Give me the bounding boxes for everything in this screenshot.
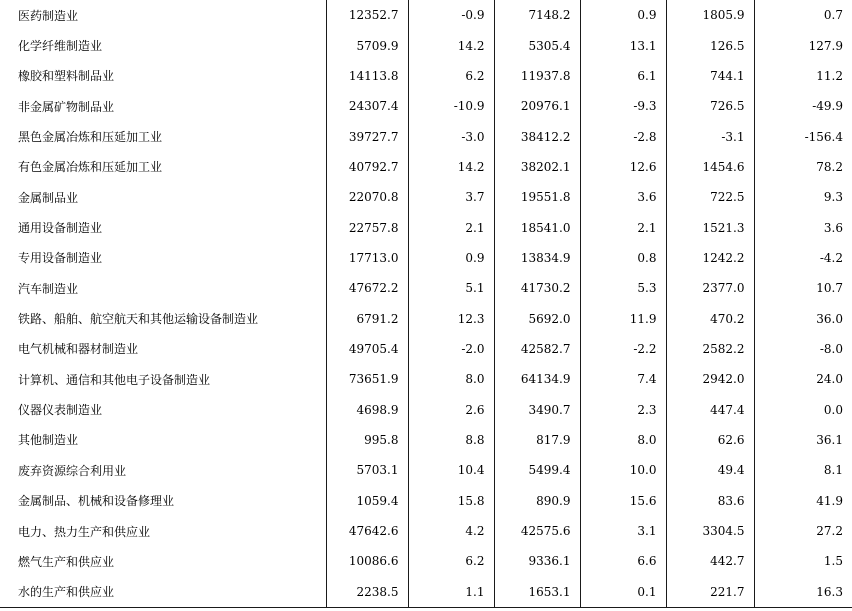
- table-row: [0, 486, 852, 516]
- value-cell-col-6: 3.6: [754, 212, 852, 242]
- value-cell-col-6: 27.2: [754, 516, 852, 546]
- value-cell-col-3: 817.9: [494, 425, 580, 455]
- value-cell-col-2: 14.2: [408, 30, 494, 60]
- industry-name-cell: 橡胶和塑料制品业: [18, 69, 115, 84]
- table-row: [0, 182, 852, 212]
- industry-name-cell: 金属制品、机械和设备修理业: [18, 494, 175, 509]
- value-cell-col-1: 24307.4: [326, 91, 408, 121]
- table-row: [0, 273, 852, 303]
- value-cell-col-5: 1454.6: [666, 152, 754, 182]
- industry-name-cell: 医药制造业: [18, 8, 79, 23]
- value-cell-col-1: 47642.6: [326, 516, 408, 546]
- value-cell-col-6: 9.3: [754, 182, 852, 212]
- table-row: [0, 243, 852, 273]
- value-cell-col-6: 36.1: [754, 425, 852, 455]
- value-cell-col-2: 1.1: [408, 577, 494, 608]
- value-cell-col-5: 1805.9: [666, 0, 754, 30]
- table-row: [0, 212, 852, 242]
- value-cell-col-6: 127.9: [754, 30, 852, 60]
- table-row: [0, 91, 852, 121]
- value-cell-col-2: -0.9: [408, 0, 494, 30]
- value-cell-col-3: 18541.0: [494, 212, 580, 242]
- industry-name-cell: 专用设备制造业: [18, 251, 103, 266]
- value-cell-col-2: -2.0: [408, 334, 494, 364]
- value-cell-col-6: 41.9: [754, 486, 852, 516]
- industry-name-cell: 有色金属冶炼和压延加工业: [18, 160, 163, 175]
- value-cell-col-5: 744.1: [666, 61, 754, 91]
- value-cell-col-2: 2.1: [408, 212, 494, 242]
- value-cell-col-1: 40792.7: [326, 152, 408, 182]
- value-cell-col-6: 10.7: [754, 273, 852, 303]
- value-cell-col-4: -9.3: [580, 91, 666, 121]
- value-cell-col-3: 7148.2: [494, 0, 580, 30]
- industry-name-cell: 铁路、船舶、航空航天和其他运输设备制造业: [18, 312, 259, 327]
- value-cell-col-4: 6.1: [580, 61, 666, 91]
- value-cell-col-5: 3304.5: [666, 516, 754, 546]
- table-row: [0, 455, 852, 485]
- value-cell-col-4: 2.3: [580, 394, 666, 424]
- value-cell-col-2: 10.4: [408, 455, 494, 485]
- value-cell-col-5: -3.1: [666, 121, 754, 151]
- value-cell-col-1: 22757.8: [326, 212, 408, 242]
- table-row: [0, 0, 852, 30]
- value-cell-col-4: 6.6: [580, 546, 666, 576]
- value-cell-col-3: 42575.6: [494, 516, 580, 546]
- industry-name-cell: 废弃资源综合利用业: [18, 463, 127, 478]
- value-cell-col-1: 2238.5: [326, 577, 408, 608]
- value-cell-col-4: 10.0: [580, 455, 666, 485]
- value-cell-col-2: 4.2: [408, 516, 494, 546]
- value-cell-col-2: 8.8: [408, 425, 494, 455]
- value-cell-col-5: 49.4: [666, 455, 754, 485]
- value-cell-col-1: 5709.9: [326, 30, 408, 60]
- value-cell-col-3: 5692.0: [494, 303, 580, 333]
- table-row: [0, 30, 852, 60]
- value-cell-col-2: 6.2: [408, 546, 494, 576]
- value-cell-col-3: 13834.9: [494, 243, 580, 273]
- value-cell-col-1: 14113.8: [326, 61, 408, 91]
- value-cell-col-4: 0.8: [580, 243, 666, 273]
- industry-name-cell: 其他制造业: [18, 433, 79, 448]
- value-cell-col-2: 12.3: [408, 303, 494, 333]
- value-cell-col-5: 221.7: [666, 577, 754, 608]
- industry-name-cell: 燃气生产和供应业: [18, 554, 115, 569]
- value-cell-col-1: 995.8: [326, 425, 408, 455]
- value-cell-col-4: 11.9: [580, 303, 666, 333]
- value-cell-col-4: -2.8: [580, 121, 666, 151]
- value-cell-col-6: -4.2: [754, 243, 852, 273]
- value-cell-col-4: 3.1: [580, 516, 666, 546]
- value-cell-col-5: 2582.2: [666, 334, 754, 364]
- value-cell-col-5: 2377.0: [666, 273, 754, 303]
- table-row: [0, 364, 852, 394]
- value-cell-col-6: 1.5: [754, 546, 852, 576]
- value-cell-col-1: 73651.9: [326, 364, 408, 394]
- value-cell-col-4: 7.4: [580, 364, 666, 394]
- value-cell-col-5: 1521.3: [666, 212, 754, 242]
- industry-name-cell: 电气机械和器材制造业: [18, 342, 139, 357]
- value-cell-col-4: 0.1: [580, 577, 666, 608]
- value-cell-col-2: 0.9: [408, 243, 494, 273]
- value-cell-col-5: 126.5: [666, 30, 754, 60]
- value-cell-col-4: -2.2: [580, 334, 666, 364]
- value-cell-col-3: 41730.2: [494, 273, 580, 303]
- value-cell-col-5: 1242.2: [666, 243, 754, 273]
- table-row: [0, 577, 852, 608]
- value-cell-col-2: -10.9: [408, 91, 494, 121]
- value-cell-col-3: 20976.1: [494, 91, 580, 121]
- value-cell-col-2: 15.8: [408, 486, 494, 516]
- table-row: [0, 334, 852, 364]
- value-cell-col-5: 62.6: [666, 425, 754, 455]
- value-cell-col-3: 3490.7: [494, 394, 580, 424]
- table-row: [0, 394, 852, 424]
- value-cell-col-5: 726.5: [666, 91, 754, 121]
- industry-name-cell: 通用设备制造业: [18, 221, 103, 236]
- table-row: [0, 546, 852, 576]
- value-cell-col-6: 8.1: [754, 455, 852, 485]
- value-cell-col-6: 0.7: [754, 0, 852, 30]
- value-cell-col-5: 470.2: [666, 303, 754, 333]
- value-cell-col-3: 38412.2: [494, 121, 580, 151]
- industry-name-cell: 黑色金属冶炼和压延加工业: [18, 130, 163, 145]
- value-cell-col-1: 49705.4: [326, 334, 408, 364]
- value-cell-col-2: 5.1: [408, 273, 494, 303]
- value-cell-col-6: 36.0: [754, 303, 852, 333]
- value-cell-col-3: 42582.7: [494, 334, 580, 364]
- table-row: [0, 425, 852, 455]
- value-cell-col-4: 0.9: [580, 0, 666, 30]
- industry-name-cell: 金属制品业: [18, 190, 79, 205]
- value-cell-col-4: 12.6: [580, 152, 666, 182]
- industry-name-cell: 化学纤维制造业: [18, 39, 103, 54]
- table-row: [0, 121, 852, 151]
- value-cell-col-2: 6.2: [408, 61, 494, 91]
- value-cell-col-4: 13.1: [580, 30, 666, 60]
- value-cell-col-4: 2.1: [580, 212, 666, 242]
- value-cell-col-5: 2942.0: [666, 364, 754, 394]
- value-cell-col-6: -8.0: [754, 334, 852, 364]
- value-cell-col-6: -156.4: [754, 121, 852, 151]
- industry-name-cell: 电力、热力生产和供应业: [18, 524, 151, 539]
- value-cell-col-6: 78.2: [754, 152, 852, 182]
- industry-name-cell: 汽车制造业: [18, 281, 79, 296]
- value-cell-col-4: 3.6: [580, 182, 666, 212]
- value-cell-col-3: 1653.1: [494, 577, 580, 608]
- value-cell-col-3: 19551.8: [494, 182, 580, 212]
- value-cell-col-3: 5499.4: [494, 455, 580, 485]
- table-row: [0, 303, 852, 333]
- industry-name-cell: 计算机、通信和其他电子设备制造业: [18, 372, 211, 387]
- value-cell-col-5: 722.5: [666, 182, 754, 212]
- value-cell-col-2: 8.0: [408, 364, 494, 394]
- value-cell-col-6: 24.0: [754, 364, 852, 394]
- industry-name-cell: 水的生产和供应业: [0, 577, 326, 608]
- value-cell-col-1: 22070.8: [326, 182, 408, 212]
- value-cell-col-5: 442.7: [666, 546, 754, 576]
- value-cell-col-1: 47672.2: [326, 273, 408, 303]
- value-cell-col-1: 17713.0: [326, 243, 408, 273]
- value-cell-col-3: 11937.8: [494, 61, 580, 91]
- value-cell-col-3: 9336.1: [494, 546, 580, 576]
- value-cell-col-1: 12352.7: [326, 0, 408, 30]
- value-cell-col-5: 83.6: [666, 486, 754, 516]
- value-cell-col-5: 447.4: [666, 394, 754, 424]
- value-cell-col-3: 64134.9: [494, 364, 580, 394]
- table-row: [0, 61, 852, 91]
- value-cell-col-2: 2.6: [408, 394, 494, 424]
- value-cell-col-6: 16.3: [754, 577, 852, 608]
- value-cell-col-3: 5305.4: [494, 30, 580, 60]
- value-cell-col-4: 15.6: [580, 486, 666, 516]
- value-cell-col-1: 1059.4: [326, 486, 408, 516]
- value-cell-col-6: -49.9: [754, 91, 852, 121]
- value-cell-col-2: 3.7: [408, 182, 494, 212]
- table-row: [0, 516, 852, 546]
- industry-name-cell: 仪器仪表制造业: [18, 403, 103, 418]
- value-cell-col-2: 14.2: [408, 152, 494, 182]
- value-cell-col-3: 890.9: [494, 486, 580, 516]
- value-cell-col-6: 11.2: [754, 61, 852, 91]
- value-cell-col-2: -3.0: [408, 121, 494, 151]
- value-cell-col-1: 6791.2: [326, 303, 408, 333]
- value-cell-col-4: 5.3: [580, 273, 666, 303]
- value-cell-col-1: 39727.7: [326, 121, 408, 151]
- value-cell-col-6: 0.0: [754, 394, 852, 424]
- table-row: [0, 152, 852, 182]
- value-cell-col-3: 38202.1: [494, 152, 580, 182]
- value-cell-col-1: 5703.1: [326, 455, 408, 485]
- value-cell-col-1: 4698.9: [326, 394, 408, 424]
- industry-name-cell: 非金属矿物制品业: [18, 99, 115, 114]
- value-cell-col-1: 10086.6: [326, 546, 408, 576]
- value-cell-col-4: 8.0: [580, 425, 666, 455]
